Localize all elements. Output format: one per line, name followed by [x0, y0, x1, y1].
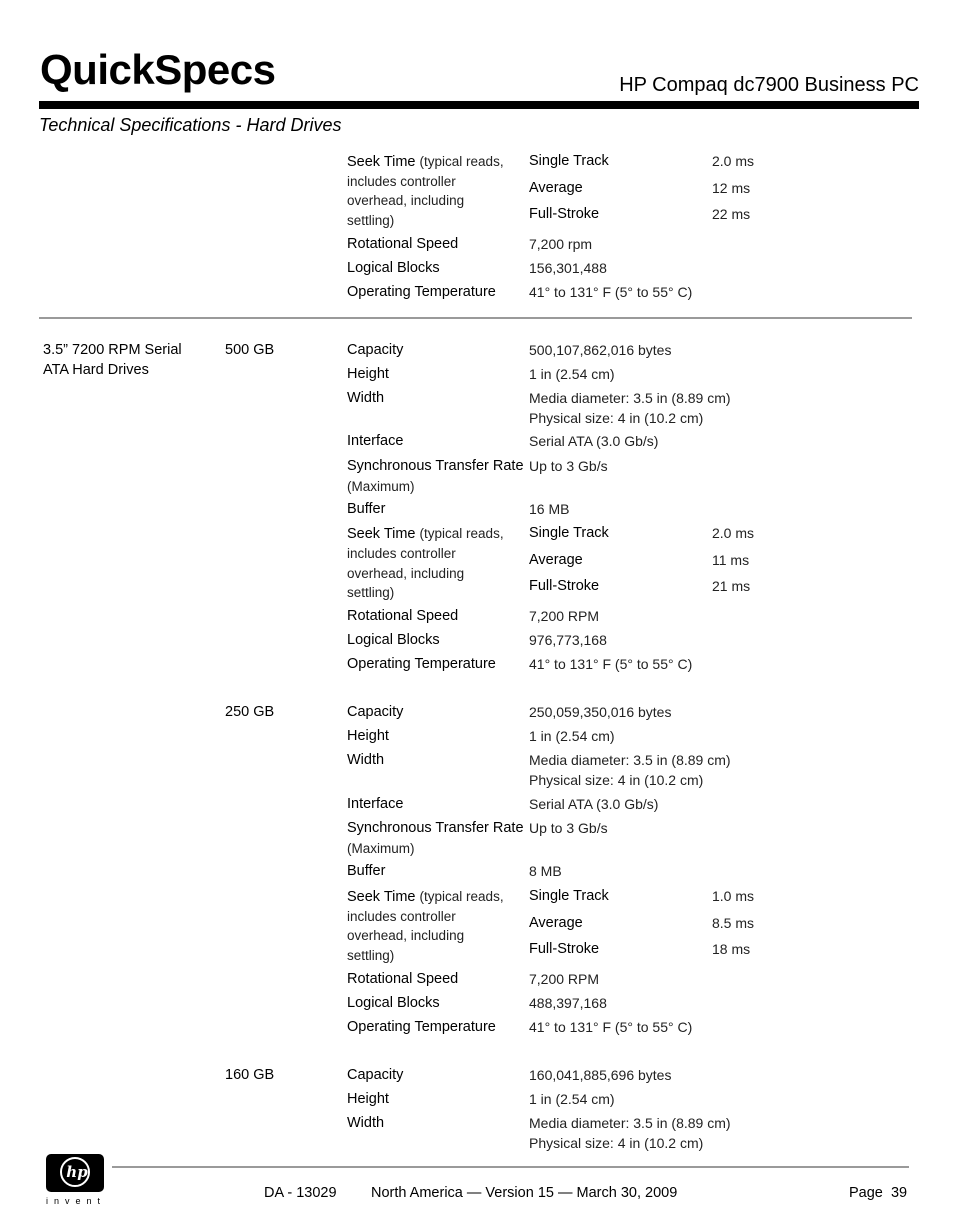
- full-stroke-value: 22 ms: [712, 206, 751, 222]
- drive-size: 250 GB: [225, 704, 275, 720]
- operating-temp-value: 41° to 131° F (5° to 55° C): [529, 284, 693, 300]
- width-value: Media diameter: 3.5 in (8.89 cm): [529, 752, 731, 768]
- capacity-value: 500,107,862,016 bytes: [529, 342, 672, 358]
- interface-label: Interface: [347, 433, 404, 449]
- seek-time-label: Seek Time (typical reads,: [347, 154, 504, 170]
- width-label: Width: [347, 752, 385, 768]
- operating-temp-label: Operating Temperature: [347, 656, 496, 672]
- height-label: Height: [347, 1091, 389, 1107]
- interface-value: Serial ATA (3.0 Gb/s): [529, 796, 659, 812]
- seek-note-line: settling): [347, 213, 395, 228]
- footer-rule: [112, 1166, 909, 1168]
- height-value: 1 in (2.54 cm): [529, 366, 615, 382]
- seek-time-label: Seek Time (typical reads,: [347, 889, 504, 905]
- seek-note-line: overhead, including: [347, 193, 465, 208]
- buffer-value: 8 MB: [529, 863, 562, 879]
- logical-blocks-value: 488,397,168: [529, 995, 607, 1011]
- capacity-label: Capacity: [347, 704, 404, 720]
- interface-label: Interface: [347, 796, 404, 812]
- height-label: Height: [347, 366, 389, 382]
- logical-blocks-value: 976,773,168: [529, 632, 607, 648]
- single-track-value: 1.0 ms: [712, 888, 755, 904]
- average-label: Average: [529, 915, 583, 931]
- full-stroke-label: Full-Stroke: [529, 206, 600, 222]
- header-rule: [39, 101, 919, 109]
- average-value: 8.5 ms: [712, 915, 755, 931]
- height-value: 1 in (2.54 cm): [529, 728, 615, 744]
- capacity-label: Capacity: [347, 342, 404, 358]
- height-label: Height: [347, 728, 389, 744]
- version-info: North America — Version 15 — March 30, 2009: [371, 1185, 678, 1201]
- rotational-speed-label: Rotational Speed: [347, 971, 459, 987]
- logical-blocks-label: Logical Blocks: [347, 632, 440, 648]
- full-stroke-label: Full-Stroke: [529, 941, 600, 957]
- operating-temp-label: Operating Temperature: [347, 1019, 496, 1035]
- width-value: Physical size: 4 in (10.2 cm): [529, 1135, 704, 1151]
- seek-time-label: Seek Time (typical reads,: [347, 526, 504, 542]
- rotational-speed-label: Rotational Speed: [347, 608, 459, 624]
- full-stroke-label: Full-Stroke: [529, 578, 600, 594]
- average-value: 12 ms: [712, 180, 751, 196]
- logical-blocks-label: Logical Blocks: [347, 995, 440, 1011]
- logical-blocks-label: Logical Blocks: [347, 260, 440, 276]
- seek-note-line: settling): [347, 585, 395, 600]
- transfer-rate-label: Synchronous Transfer Rate: [347, 820, 524, 836]
- seek-note-line: settling): [347, 948, 395, 963]
- seek-note-line: includes controller: [347, 909, 456, 924]
- width-value: Media diameter: 3.5 in (8.89 cm): [529, 1115, 731, 1131]
- average-value: 11 ms: [712, 552, 750, 568]
- single-track-label: Single Track: [529, 888, 609, 904]
- hp-logo-text: hp: [66, 1163, 88, 1181]
- capacity-value: 160,041,885,696 bytes: [529, 1067, 672, 1083]
- section-title: Technical Specifications - Hard Drives: [39, 115, 342, 135]
- width-label: Width: [347, 1115, 385, 1131]
- logo-tagline: invent: [46, 1196, 107, 1206]
- transfer-rate-note: (Maximum): [347, 841, 415, 856]
- drive-group-title: ATA Hard Drives: [43, 362, 149, 378]
- height-value: 1 in (2.54 cm): [529, 1091, 615, 1107]
- average-label: Average: [529, 552, 583, 568]
- capacity-label: Capacity: [347, 1067, 404, 1083]
- operating-temp-value: 41° to 131° F (5° to 55° C): [529, 656, 693, 672]
- page-number: Page 39: [849, 1185, 908, 1201]
- single-track-value: 2.0 ms: [712, 153, 755, 169]
- drive-size: 500 GB: [225, 342, 275, 358]
- capacity-value: 250,059,350,016 bytes: [529, 704, 672, 720]
- operating-temp-label: Operating Temperature: [347, 284, 496, 300]
- product-name: HP Compaq dc7900 Business PC: [619, 74, 919, 96]
- buffer-value: 16 MB: [529, 501, 570, 517]
- rotational-speed-value: 7,200 RPM: [529, 608, 600, 624]
- width-value: Physical size: 4 in (10.2 cm): [529, 772, 704, 788]
- operating-temp-value: 41° to 131° F (5° to 55° C): [529, 1019, 693, 1035]
- transfer-rate-value: Up to 3 Gb/s: [529, 820, 608, 836]
- document-id: DA - 13029: [264, 1185, 337, 1201]
- seek-note-line: includes controller: [347, 174, 456, 189]
- seek-note-line: overhead, including: [347, 566, 465, 581]
- buffer-label: Buffer: [347, 863, 386, 879]
- single-track-value: 2.0 ms: [712, 525, 755, 541]
- logical-blocks-value: 156,301,488: [529, 260, 607, 276]
- brand-title: QuickSpecs: [40, 46, 276, 93]
- hp-logo-ring: [60, 1157, 90, 1187]
- drive-group-title: 3.5” 7200 RPM Serial: [43, 342, 182, 358]
- seek-note-line: includes controller: [347, 546, 456, 561]
- width-value: Physical size: 4 in (10.2 cm): [529, 410, 704, 426]
- rotational-speed-label: Rotational Speed: [347, 236, 459, 252]
- rotational-speed-value: 7,200 RPM: [529, 971, 600, 987]
- seek-note-line: overhead, including: [347, 928, 465, 943]
- buffer-label: Buffer: [347, 501, 386, 517]
- width-value: Media diameter: 3.5 in (8.89 cm): [529, 390, 731, 406]
- transfer-rate-note: (Maximum): [347, 479, 415, 494]
- width-label: Width: [347, 390, 385, 406]
- section-divider: [39, 317, 912, 319]
- interface-value: Serial ATA (3.0 Gb/s): [529, 433, 659, 449]
- single-track-label: Single Track: [529, 525, 609, 541]
- drive-size: 160 GB: [225, 1067, 275, 1083]
- single-track-label: Single Track: [529, 153, 609, 169]
- average-label: Average: [529, 180, 583, 196]
- hp-logo: [46, 1154, 104, 1192]
- transfer-rate-value: Up to 3 Gb/s: [529, 458, 608, 474]
- full-stroke-value: 21 ms: [712, 578, 751, 594]
- transfer-rate-label: Synchronous Transfer Rate: [347, 458, 524, 474]
- rotational-speed-value: 7,200 rpm: [529, 236, 593, 252]
- full-stroke-value: 18 ms: [712, 941, 751, 957]
